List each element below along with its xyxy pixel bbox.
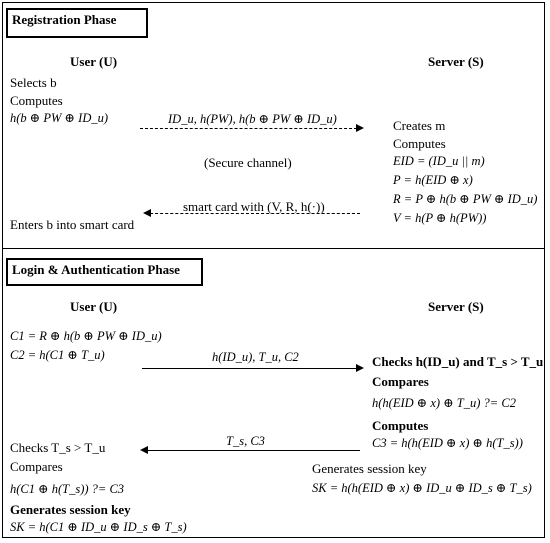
login-message-to-user: T_s, C3: [226, 434, 265, 448]
login-server-session-key: SK = h(h(EID ⊕ x) ⊕ ID_u ⊕ ID_s ⊕ T_s): [312, 481, 532, 495]
registration-user-selects: Selects b: [10, 75, 57, 90]
registration-phase-title: Registration Phase: [6, 8, 148, 38]
login-user-generates-key: Generates session key: [10, 502, 131, 517]
registration-user-header: User (U): [70, 54, 118, 69]
registration-secure-channel: (Secure channel): [204, 155, 292, 170]
login-c3: C3 = h(h(EID ⊕ x) ⊕ h(T_s)): [372, 436, 523, 450]
registration-message-to-server: ID_u, h(PW), h(b ⊕ PW ⊕ ID_u): [168, 112, 337, 126]
registration-message-to-user: smart card with (V, R, h(·)): [183, 199, 325, 214]
registration-p: P = h(EID ⊕ x): [393, 173, 473, 187]
registration-user-enters: Enters b into smart card: [10, 217, 135, 232]
login-user-compare-expression: h(C1 ⊕ h(T_s)) ?= C3: [10, 482, 125, 496]
registration-eid: EID = (ID_u || m): [393, 154, 485, 168]
registration-r: R = P ⊕ h(b ⊕ PW ⊕ ID_u): [393, 192, 538, 206]
login-server-compare-expression: h(h(EID ⊕ x) ⊕ T_u) ?= C2: [372, 396, 516, 410]
login-server-compares: Compares: [372, 374, 429, 389]
login-c2: C2 = h(C1 ⊕ T_u): [10, 348, 105, 362]
registration-arrow-to-server: [140, 128, 362, 129]
login-user-checks: Checks T_s > T_u: [10, 440, 106, 455]
registration-user-expression: h(b ⊕ PW ⊕ ID_u): [10, 111, 109, 125]
login-c1: C1 = R ⊕ h(b ⊕ PW ⊕ ID_u): [10, 329, 162, 343]
login-user-compares: Compares: [10, 459, 63, 474]
registration-server-header: Server (S): [428, 54, 484, 69]
registration-user-computes: Computes: [10, 93, 63, 108]
login-server-checks: Checks h(ID_u) and T_s > T_u: [372, 354, 544, 369]
login-server-header: Server (S): [428, 299, 484, 314]
login-user-header: User (U): [70, 299, 118, 314]
login-message-to-server: h(ID_u), T_u, C2: [212, 350, 299, 364]
registration-v: V = h(P ⊕ h(PW)): [393, 211, 487, 225]
registration-server-computes: Computes: [393, 136, 446, 151]
login-phase-title: Login & Authentication Phase: [6, 258, 203, 286]
login-arrow-to-user: [142, 450, 360, 451]
registration-server-creates: Creates m: [393, 118, 446, 133]
login-user-session-key: SK = h(C1 ⊕ ID_u ⊕ ID_s ⊕ T_s): [10, 520, 187, 534]
registration-arrow-to-user: [145, 213, 360, 214]
login-server-generates-key: Generates session key: [312, 461, 427, 476]
phase-divider: [2, 248, 545, 249]
login-arrow-to-server: [142, 368, 362, 369]
login-server-computes: Computes: [372, 418, 429, 433]
